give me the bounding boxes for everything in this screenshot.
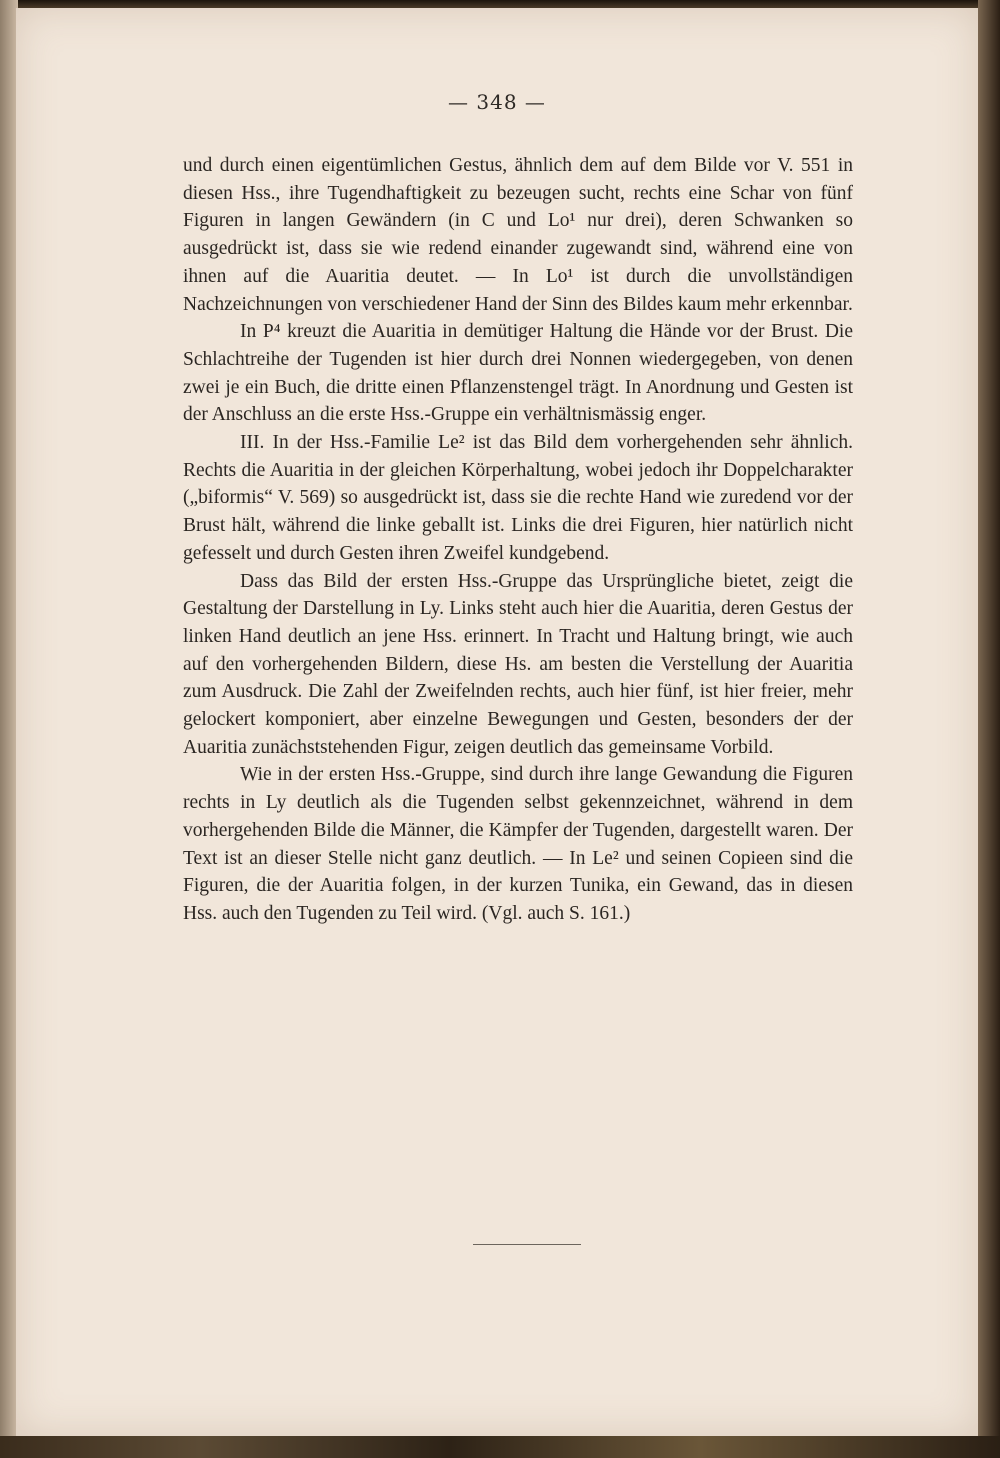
paragraph-3: III. In der Hss.-Familie Le² ist das Bild dem vorhergehenden sehr ähnlich. Rechts die Auaritia in der gleichen Körperhaltung, wobei jedoch ihr Doppelcharakter („biformis“ V. 569) so ausgedrückt ist, dass sie die rechte Hand wie zuredend vor der Brust hält, während die linke geballt ist. Links die drei Figuren, hier natürlich nicht gefesselt und durch Gesten ihren Zweifel kundgebend. <box>183 432 853 564</box>
book-page <box>16 8 978 1436</box>
end-rule <box>473 1244 581 1245</box>
book-cover-edge <box>978 0 1000 1458</box>
paragraph-1: und durch einen eigentümlichen Gestus, ähnlich dem auf dem Bilde vor V. 551 in diesen Hss., ihre Tugendhaftigkeit zu bezeugen sucht, rechts eine Schar von fünf Figuren in langen Gewändern (in C und Lo¹ nur drei), deren Schwanken so ausgedrückt ist, dass sie wie redend einander zugewandt sind, während eine von ihnen auf die Auaritia deutet. — In Lo¹ ist durch die unvollständigen Nachzeichnungen von verschiedener Hand der Sinn des Bildes kaum mehr erkennbar. <box>183 155 853 315</box>
paragraph-4: Dass das Bild der ersten Hss.-Gruppe das Ursprüngliche bietet, zeigt die Gestaltung der Darstellung in Ly. Links steht auch hier die Auaritia, deren Gestus der linken Hand deutlich an jene Hss. erinnert. In Tracht und Haltung bringt, wie auch auf den vorhergehenden Bildern, diese Hs. am besten die Verstellung der Auaritia zum Ausdruck. Die Zahl der Zweifelnden rechts, auch hier fünf, ist hier freier, mehr gelockert komponiert, aber einzelne Bewegungen und Gesten, besonders der der Auaritia zunächststehenden Figur, zeigen deutlich das gemeinsame Vorbild. <box>183 570 853 758</box>
book-top-edge <box>0 0 1000 8</box>
body-text <box>183 152 853 928</box>
paragraph-2: In P⁴ kreuzt die Auaritia in demütiger Haltung die Hände vor der Brust. Die Schlachtreihe der Tugenden ist hier durch drei Nonnen wiedergegeben, von denen zwei je ein Buch, die dritte einen Pflanzenstengel trägt. In Anordnung und Gesten ist der Anschluss an die erste Hss.-Gruppe ein verhältnismässig enger. <box>183 321 853 426</box>
page-number: — 348 — <box>448 90 546 114</box>
paragraph-5: Wie in der ersten Hss.-Gruppe, sind durch ihre lange Gewandung die Figuren rechts in Ly deutlich als die Tugenden selbst gekennzeichnet, während in dem vorhergehenden Bilde die Männer, die Kämpfer der Tugenden, dargestellt waren. Der Text ist an dieser Stelle nicht ganz deutlich. — In Le² und seinen Copieen sind die Figuren, die der Auaritia folgen, in der kurzen Tunika, ein Gewand, das in diesen Hss. auch den Tugenden zu Teil wird. (Vgl. auch S. 161.) <box>183 764 853 924</box>
book-bottom-edge <box>0 1436 1000 1458</box>
